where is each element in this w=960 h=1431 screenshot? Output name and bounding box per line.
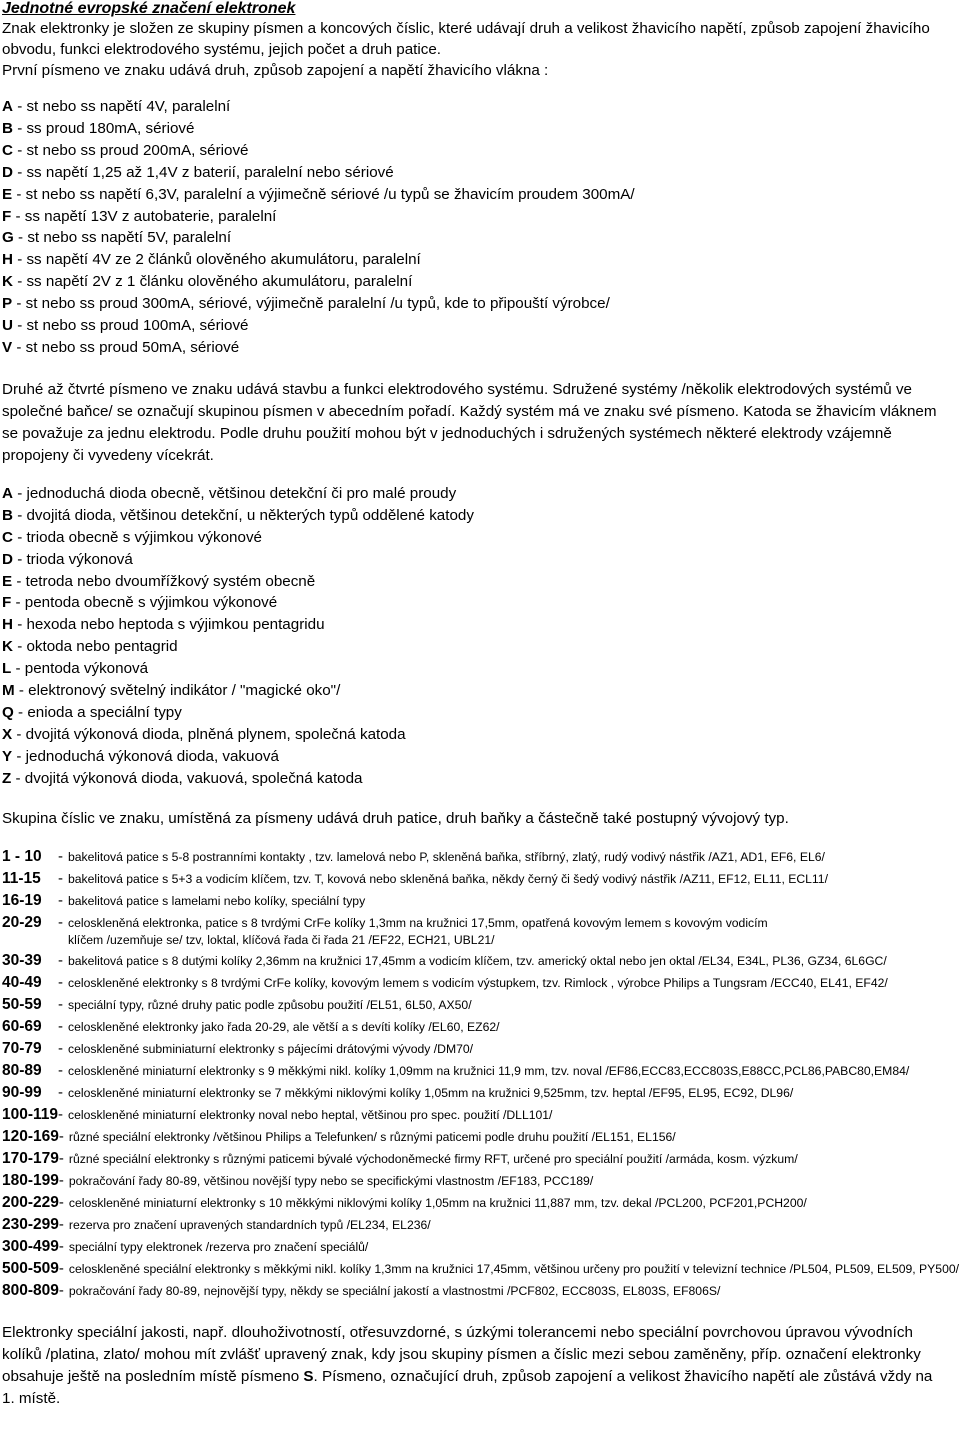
digit-code-dash: - [58,1017,63,1035]
system-type-item [2,592,960,614]
digit-code-description: celoskleněné miniaturní elektronky s 9 měkkými nikl. kolíky 1,09mm na kružnici 11,9 mm, tzv. noval /EF86,ECC83,ECC803S,E88CC,PCL86,PABC80,EM84/ [68,1063,910,1078]
heater-type-item [2,184,960,206]
system-type-letter: B [2,506,13,524]
system-type-letter: H [2,616,13,634]
digit-code-row [2,1170,960,1192]
heater-type-letter: G [2,229,14,247]
digit-code-row [2,1082,960,1104]
system-type-letter: E [2,572,13,590]
final-para-line-3a: obsahuje ještě na posledním místě písmeno [2,1367,304,1385]
system-type-description: - enioda a speciální typy [13,703,182,721]
system-type-item [2,614,960,636]
system-type-list [2,483,960,790]
digit-code-range: 30-39 [2,951,42,969]
digit-code-description: bakelitová patice s 5-8 postranními kontakty , tzv. lamelová nebo P, skleněná baňka, stříbrný, zlatý, rudý vodivý nástřik /AZ1, AD1, EF6, EL6/ [68,849,825,864]
heater-type-description: - ss napětí 1,25 až 1,4V z baterií, paralelní nebo sériové [12,163,394,181]
heater-type-item [2,162,960,184]
digits-intro: Skupina číslic ve znaku, umístěná za písmeny udává druh patice, druh baňky a částečně také postupný vývojový typ. [2,809,789,827]
digit-code-row [2,1016,960,1038]
system-type-item [2,702,960,724]
system-type-letter: A [2,484,13,502]
digit-code-description: celoskleněné subminiaturní elektronky s pájecími drátovými vývody /DM70/ [68,1041,474,1056]
system-para-line-1: Druhé až čtvrté písmeno ve znaku udává stavbu a funkci elektrodového systému. Sdružené systémy /několik elektrodových systémů ve [2,380,913,398]
heater-type-letter: U [2,317,13,335]
digit-code-dash: - [58,1105,64,1123]
digit-code-range: 180-199 [2,1171,59,1189]
digit-code-description: celoskleněné miniaturní elektronky s 10 měkkými niklovými kolíky 1,05mm na kružnici 11,887 mm, tzv. dekal /PCL200, PCF201,PCH200/ [68,1195,807,1210]
digit-code-range: 60-69 [2,1017,42,1035]
heater-type-description: - ss napětí 4V ze 2 článků olověného akumulátoru, paralelní [12,251,421,269]
system-type-item [2,527,960,549]
heater-type-letter: D [2,163,13,181]
system-type-item [2,636,960,658]
digit-code-dash: - [58,1171,64,1189]
digit-code-dash: - [58,973,63,991]
heater-type-letter: P [2,295,13,313]
digit-code-range: 90-99 [2,1083,42,1101]
digit-code-dash: - [58,1281,64,1299]
digit-code-row [2,1192,960,1214]
heater-type-item [2,271,960,293]
heater-type-item [2,206,960,228]
digit-code-range: 70-79 [2,1039,42,1057]
digit-code-range: 50-59 [2,995,42,1013]
system-type-description: - trioda obecně s výjimkou výkonové [12,528,262,546]
digit-code-dash: - [58,913,63,931]
digit-code-dash: - [58,1039,63,1057]
system-type-letter: M [2,682,15,700]
system-type-description: - jednoduchá dioda obecně, většinou detekční či pro malé proudy [12,484,457,502]
digit-code-description: bakelitová patice s 5+3 a vodicím klíčem, tzv. T, kovová nebo skleněná baňka, někdy černý či šedý vodivý nástřik /AZ11, EF12, EL11, ECL11/ [68,871,828,886]
final-para-line-3 [2,1366,960,1388]
system-type-letter: Z [2,769,12,787]
digit-code-range: 230-299 [2,1215,59,1233]
digit-code-continuation: klíčem /uzemňuje se/ tzv, loktal, klíčová řada či řada 21 /EF22, ECH21, UBL21/ [68,932,495,947]
heater-type-letter: E [2,185,13,203]
heater-type-description: - st nebo ss napětí 4V, paralelní [12,98,231,115]
digit-code-row [2,1148,960,1170]
heater-type-item [2,315,960,337]
heater-type-letter: H [2,251,13,269]
digit-code-dash: - [58,847,63,865]
system-type-item [2,680,960,702]
digit-code-range: 200-229 [2,1193,59,1211]
system-type-item [2,658,960,680]
final-para-line-3c: . Písmeno, označující druh, způsob zapojení a velikost žhavicího napětí ale zůstává vždy na [313,1367,933,1385]
digit-code-description: bakelitová patice s 8 dutými kolíky 2,36mm na kružnici 17,45mm a vodicím klíčem, tzv. americký oktal nebo jen oktal /EL34, E34L, PL36, GZ34, 6L6GC/ [68,953,887,968]
heater-type-description: - st nebo ss proud 100mA, sériové [12,317,249,335]
digit-code-description: pokračování řady 80-89, nejnovější typy, někdy se speciální jakostí a vlastnostmi /PCF802, ECC803S, EL803S, EF806S/ [68,1283,721,1298]
heater-type-description: - ss napětí 2V z 1 článku olověného akumulátoru, paralelní [12,273,413,291]
heater-type-item [2,293,960,315]
digit-code-range: 170-179 [2,1149,59,1167]
system-type-item [2,483,960,505]
digit-code-dash: - [58,1127,64,1145]
heater-type-description: - st nebo ss napětí 6,3V, paralelní a výjimečně sériové /u typů se žhavicím proudem 300mA/ [12,185,635,203]
system-type-description: - elektronový světelný indikátor / "magické oko"/ [14,682,341,700]
digit-code-dash: - [58,869,63,887]
digit-code-description: speciální typy elektronek /rezerva pro značení speciálů/ [68,1239,369,1254]
digit-code-range: 80-89 [2,1061,42,1079]
system-para-line-2: společné baňce/ se označují skupinou písmen v abecedním pořadí. Každý systém má ve znaku své písmeno. Katoda se žhavicím vláknem [2,402,937,420]
digit-code-row [2,972,960,994]
digit-code-dash: - [58,951,63,969]
digit-code-row [2,1214,960,1236]
digit-code-description: různé speciální elektronky s různými paticemi bývalé východoněmecké firmy RFT, určené pro speciální použití /armáda, kosm. výzkum/ [68,1151,798,1166]
system-type-description: - hexoda nebo heptoda s výjimkou pentagridu [12,616,325,634]
system-type-description: - pentoda obecně s výjimkou výkonové [11,594,278,612]
digit-code-description: celoskleněné speciální elektronky s měkkými nikl. kolíky 1,3mm na kružnici 17,45mm, většinou určeny pro použití v televizní technice /PL504, PL509, EL509, PY500/ [68,1261,960,1276]
intro-line-2: obvodu, funkci elektrodového systému, jejich počet a druh patice. [2,41,442,58]
digit-code-description: rezerva pro značení upravených standardních typů /EL234, EL236/ [68,1217,431,1232]
digit-code-range: 16-19 [2,891,42,909]
digit-code-description: celoskleněná elektronka, patice s 8 tvrdými CrFe kolíky 1,3mm na kružnici 17,5mm, opatřená kovovým lemem s kovovým vodicím [68,915,768,930]
system-type-description: - trioda výkonová [12,550,133,568]
digit-code-dash: - [58,1259,64,1277]
digit-code-dash: - [58,1083,63,1101]
system-para-line-3: se považuje za jednu elektrodu. Podle druhu použití mohou být v jednoduchých i sdružených systémech některé elektrody vzájemně [2,424,892,442]
final-para-letter-s: S [303,1367,314,1385]
system-type-letter: X [2,725,13,743]
digit-code-row [2,950,960,972]
final-para-line-1: Elektronky speciální jakosti, např. dlouhoživotností, otřesuvzdorné, s úzkými tolerancemi nebo speciální povrchovou úpravou vývodních [2,1323,913,1341]
system-type-letter: Q [2,703,14,721]
digit-code-row [2,1038,960,1060]
system-type-item [2,768,960,790]
digit-code-row [2,1258,960,1280]
digit-code-range: 11-15 [2,869,41,887]
digit-code-range: 40-49 [2,973,42,991]
digit-code-range: 800-809 [2,1281,59,1299]
digit-code-description: různé speciální elektronky /většinou Philips a Telefunken/ s různými paticemi podle druhu použití /EL151, EL156/ [68,1129,676,1144]
heater-type-letter: V [2,338,13,356]
digit-code-range: 300-499 [2,1237,59,1255]
digit-code-row [2,890,960,912]
heater-type-description: - ss proud 180mA, sériové [12,119,195,137]
digit-code-range: 500-509 [2,1259,59,1277]
system-type-item [2,549,960,571]
heater-type-letter: K [2,273,13,291]
heater-type-item [2,140,960,162]
digit-code-description: celoskleněné elektronky s 8 tvrdými CrFe kolíky, kovovým lemem s vodicím výstupkem, tzv. Rimlock , výrobce Philips a Tungsram /ECC40, EL41, EF42/ [68,975,888,990]
heater-type-letter: F [2,207,12,225]
heater-type-description: - st nebo ss napětí 5V, paralelní [13,229,232,247]
heater-type-letter: A [2,98,13,115]
intro-line-1: Znak elektronky je složen ze skupiny písmen a koncových číslic, které udávají druh a velikost žhavicího napětí, způsob zapojení žhavicího [2,20,930,37]
heater-type-letter: B [2,119,13,137]
digit-code-row [2,846,960,868]
heater-type-list [2,96,960,359]
system-type-item [2,505,960,527]
final-para-line-2: kolíků /platina, zlato/ mohou mít zvlášť upravený znak, kdy jsou skupiny písmen a číslic mezi sebou zaměněny, příp. označení elektronky [2,1345,921,1363]
system-type-letter: C [2,528,13,546]
digit-code-row [2,868,960,890]
system-type-item [2,571,960,593]
system-type-item [2,724,960,746]
system-type-letter: D [2,550,13,568]
digit-code-row [2,1280,960,1302]
heater-type-item [2,227,960,249]
heater-type-description: - st nebo ss proud 200mA, sériové [12,141,249,159]
digit-code-row [2,994,960,1016]
digit-code-list [2,846,960,1302]
digit-code-dash: - [58,1237,64,1255]
heater-type-letter: C [2,141,13,159]
heater-type-description: - st nebo ss proud 300mA, sériové, výjimečně paralelní /u typů, kde to připouští výrobce/ [12,295,610,313]
digit-code-description: bakelitová patice s lamelami nebo kolíky, speciální typy [68,893,366,908]
heater-type-description: - ss napětí 13V z autobaterie, paralelní [11,207,277,225]
system-type-letter: K [2,638,13,656]
digit-code-row [2,1060,960,1082]
digit-code-row [2,1104,960,1126]
digit-code-dash: - [58,891,63,909]
digit-code-range: 120-169 [2,1127,59,1145]
digit-code-range: 100-119 [2,1105,59,1123]
system-type-description: - dvojitá výkonová dioda, vakuová, společná katoda [11,769,363,787]
system-type-description: - dvojitá dioda, většinou detekční, u některých typů oddělené katody [12,506,474,524]
digit-code-dash: - [58,1215,64,1233]
system-type-letter: Y [2,747,13,765]
digit-code-dash: - [58,1193,64,1211]
digit-code-description: celoskleněné miniaturní elektronky noval nebo heptal, většinou pro spec. použití /DLL101/ [68,1107,553,1122]
digit-code-dash: - [58,1149,64,1167]
digit-code-dash: - [58,995,63,1013]
digit-code-row [2,1126,960,1148]
system-type-description: - jednoduchá výkonová dioda, vakuová [12,747,279,765]
heater-type-description: - st nebo ss proud 50mA, sériové [12,338,240,356]
system-type-description: - pentoda výkonová [11,660,149,678]
digit-code-description: speciální typy, různé druhy patic podle způsobu použití /EL51, 6L50, AX50/ [68,997,472,1012]
final-para-line-4: 1. místě. [2,1389,61,1407]
digit-code-dash: - [58,1061,63,1079]
system-type-item [2,746,960,768]
heater-type-item [2,249,960,271]
heater-type-item [2,337,960,359]
document-title: Jednotné evropské značení elektronek [2,0,296,17]
digit-code-description: celoskleněné elektronky jako řada 20-29, ale větší a s devíti kolíky /EL60, EZ62/ [68,1019,500,1034]
heater-type-item [2,96,960,118]
system-type-description: - tetroda nebo dvoumřížkový systém obecně [12,572,316,590]
system-type-description: - oktoda nebo pentagrid [12,638,178,656]
digit-code-range: 1 - 10 [2,847,42,865]
system-type-letter: F [2,594,12,612]
system-para-line-4: propojeny či vyvedeny vícekrát. [2,446,214,464]
heater-type-item [2,118,960,140]
digit-code-description: pokračování řady 80-89, většinou novější typy nebo se specifickými vlastnostm /EF183, PCC189/ [68,1173,594,1188]
digit-code-row [2,1236,960,1258]
system-type-letter: L [2,660,12,678]
intro-line-3: První písmeno ve znaku udává druh, způsob zapojení a napětí žhavicího vlákna : [2,62,549,79]
system-type-description: - dvojitá výkonová dioda, plněná plynem, společná katoda [12,725,406,743]
digit-code-description: celoskleněné miniaturní elektronky se 7 měkkými niklovými kolíky 1,05mm na kružnici 9,525mm, tzv. heptal /EF95, EL95, EC92, DL96/ [68,1085,794,1100]
digit-code-range: 20-29 [2,913,42,931]
